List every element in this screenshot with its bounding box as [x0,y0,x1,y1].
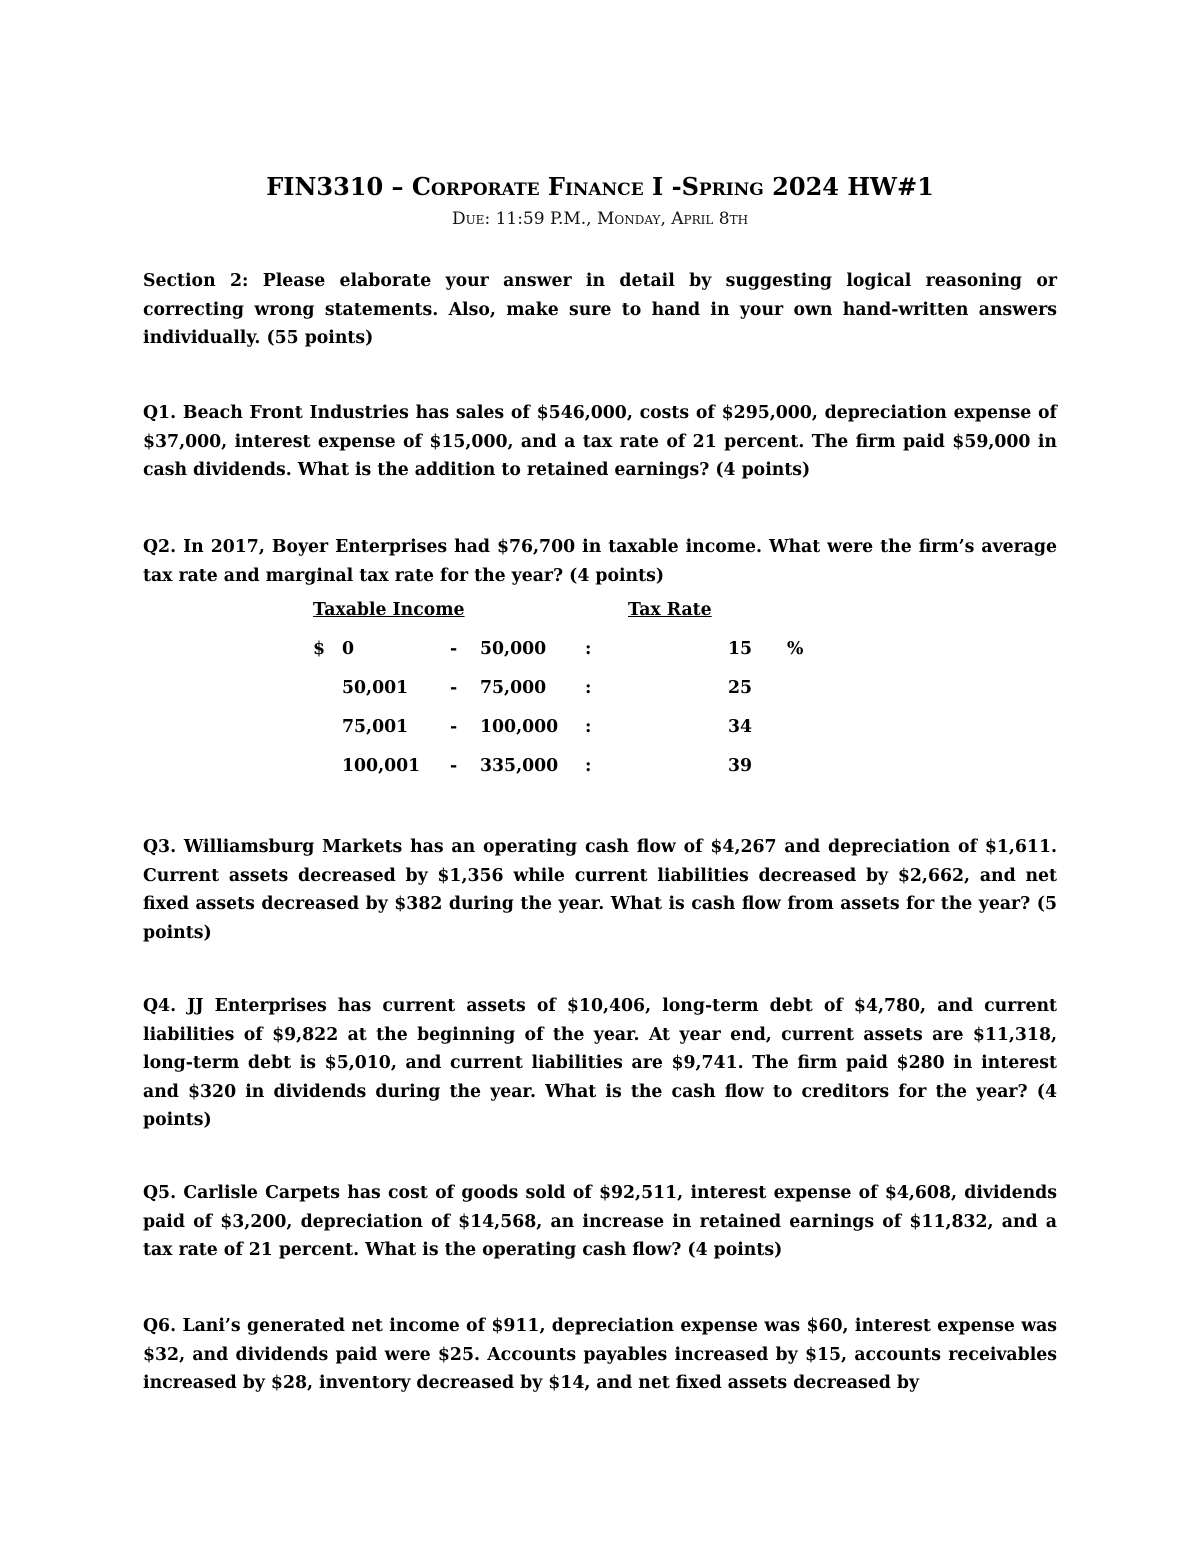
title-caps: Corporate Finance [411,172,644,201]
title-caps2: Spring [681,172,764,201]
table-cell-dash: - [450,717,458,737]
question-3: Q3. Williamsburg Markets has an operating cash flow of $4,267 and depreciation of $1,611. Current assets decreased by $1,356 while current liabilities decreased by $2,662, and net fixed assets decreased by $382 during the year. What is cash flow from assets for the year? (5 points) [143,837,1057,943]
table-cell-low: 100,001 [342,756,421,776]
table-cell-high: 75,000 [480,678,547,698]
table-cell-rate: 15 [728,639,753,659]
table-cell-high: 100,000 [480,717,559,737]
table-cell-dash: - [450,756,458,776]
question-1: Q1. Beach Front Industries has sales of $546,000, costs of $295,000, depreciation expense of $37,000, interest expense of $15,000, and a tax rate of 21 percent. The firm paid $59,000 in cash dividends. What is the addition to retained earnings? (4 points) [143,403,1057,481]
question-4: Q4. JJ Enterprises has current assets of $10,406, long-term debt of $4,780, and current liabilities of $9,822 at the beginning of the year. At year end, current assets are $11,318, long-term debt is $5,010, and current liabilities are $9,741. The firm paid $280 in interest and $320 in dividends during the year. What is the cash flow to creditors for the year? (4 points) [143,996,1057,1131]
table-cell-low: 50,001 [342,678,409,698]
question-6: Q6. Lani’s generated net income of $911, depreciation expense was $60, interest expense was $32, and dividends paid were $25. Accounts payables increased by $15, accounts receivables increased by $28, inventory decreased by $14, and net fixed assets decreased by [143,1316,1057,1394]
table-cell-dash: - [450,678,458,698]
table-cell-dash: - [450,639,458,659]
percent-sign: % [787,639,804,659]
table-cell-high: 335,000 [480,756,559,776]
title-end: 2024 HW#1 [763,172,934,201]
table-cell-colon: : [585,717,592,737]
table-cell-rate: 39 [728,756,753,776]
question-2: Q2. In 2017, Boyer Enterprises had $76,700 in taxable income. What were the firm’s average tax rate and marginal tax rate for the year? (4 points) [143,537,1057,586]
dollar-sign: $ [313,639,326,659]
table-cell-low: 0 [342,639,355,659]
table-header-income: Taxable Income [313,600,465,620]
table-cell-rate: 34 [728,717,753,737]
due-date: Due: 11:59 P.M., Monday, April 8th [451,209,749,229]
table-cell-colon: : [585,756,592,776]
table-cell-colon: : [585,639,592,659]
question-5: Q5. Carlisle Carpets has cost of goods sold of $92,511, interest expense of $4,608, dividends paid of $3,200, depreciation of $14,568, an increase in retained earnings of $11,832, and a tax rate of 21 percent. What is the operating cash flow? (4 points) [143,1183,1057,1261]
table-cell-colon: : [585,678,592,698]
page-title [0,172,1200,201]
table-cell-low: 75,001 [342,717,409,737]
section-instructions: Section 2: Please elaborate your answer in detail by suggesting logical reasoning or correcting wrong statements. Also, make sure to hand in your own hand-written answers individually. (55 points) [143,271,1057,349]
table-header-rate: Tax Rate [628,600,712,620]
table-cell-high: 50,000 [480,639,547,659]
table-cell-rate: 25 [728,678,753,698]
title-mid: I - [643,172,682,201]
title-main: FIN3310 – [266,172,412,201]
